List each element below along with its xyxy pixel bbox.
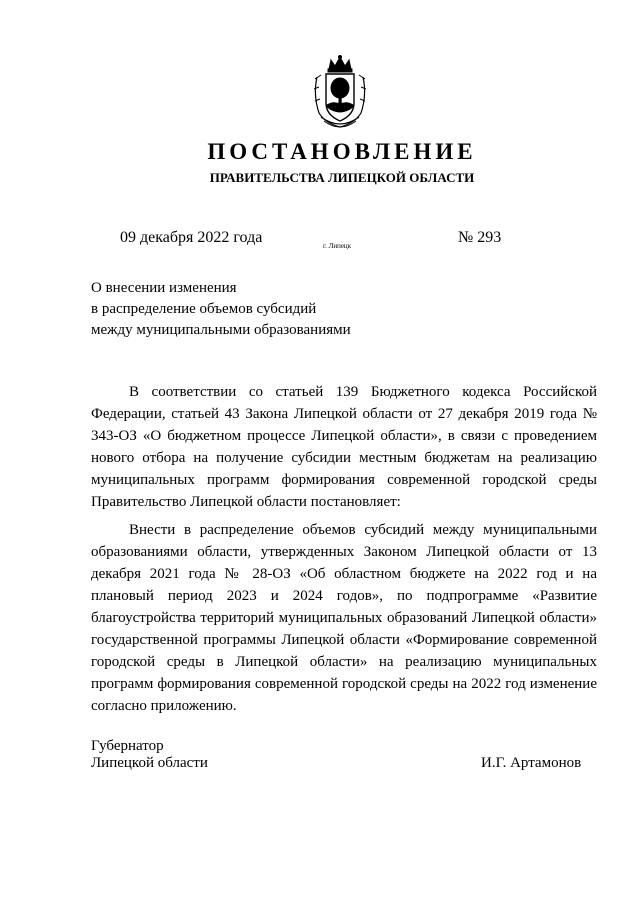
document-title: ПОСТАНОВЛЕНИЕ bbox=[207, 139, 477, 164]
subject-line: между муниципальными образованиями bbox=[91, 322, 351, 338]
coat-of-arms-icon bbox=[311, 55, 369, 129]
signature-position bbox=[91, 738, 208, 772]
signature-position-line: Губернатор bbox=[91, 738, 164, 754]
subject-line: в распределение объемов субсидий bbox=[91, 301, 317, 317]
subject-line: О внесении изменения bbox=[91, 280, 237, 296]
document-subtitle: ПРАВИТЕЛЬСТВА ЛИПЕЦКОЙ ОБЛАСТИ bbox=[209, 170, 475, 185]
document-subject bbox=[91, 278, 351, 341]
body-paragraph: Внести в распределение объемов субсидий между муниципальными образованиями области, утвержденных Законом Липецкой области от 13 декабря 2021 года № 28-ОЗ «Об областном бюджете на 2022 год и на плановый период 2023 и 2024 годов», по подпрограмме «Развитие благоустройства территорий муниципальных образований Липецкой области» государственной программы Липецкой области «Формирование современной городской среды в Липецкой области» на реализацию муниципальных программ формирования современной городской среды на 2022 год изменение согласно приложению. bbox=[91, 522, 597, 714]
document-number: № 293 bbox=[458, 229, 502, 246]
document-date: 09 декабря 2022 года bbox=[120, 229, 263, 246]
body-paragraph: В соответствии со статьей 139 Бюджетного кодекса Российской Федерации, статьей 43 Закона Липецкой области от 27 декабря 2019 года № 343-ОЗ «О бюджетном процессе Липецкой области», в связи с проведением нового отбора на получение субсидии местным бюджетам на реализацию муниципальных программ формирования современной городской среды Правительство Липецкой области постановляет: bbox=[91, 384, 597, 510]
document-body bbox=[91, 381, 597, 717]
signature-position-line: Липецкой области bbox=[91, 755, 208, 771]
signature-name: И.Г. Артамонов bbox=[481, 755, 582, 771]
document-city: г. Липецк bbox=[323, 242, 352, 250]
